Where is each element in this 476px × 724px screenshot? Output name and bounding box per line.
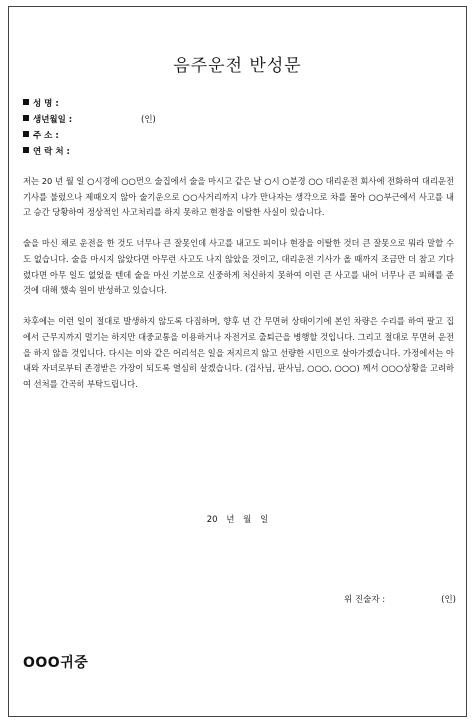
field-birthdate	[23, 112, 156, 128]
seal-mark: (인)	[441, 595, 456, 605]
square-bullet-icon	[23, 131, 29, 137]
square-bullet-icon	[23, 99, 29, 105]
field-label: 연 락 처 :	[33, 147, 70, 157]
statement-paragraph: 차후에는 이런 일이 절대로 발생하지 않도록 다짐하며, 향후 년 간 무면허 상태이기에 본인 차량은 수리를 하여 팔고 집에서 근무지까지 멀기는 하지만 대중교통을 이용하거나 자전거로 출퇴근을 병행할 것입니다. 그리고 절대로 무면허 운전을 하지 않을 것입니다. 다시는 이와 같은 어리석은 일을 저지르지 않고 선량한 시민으로 살아가겠습니다. 가정에서는 아내와 자녀로부터 존경받은 가장이 되도록 열심히 살겠습니다. (검사님, 판사님, ○○○, ○○○) 께서 ○○○상황을 고려하여 선처를 간곡히 부탁드립니다.	[23, 316, 454, 389]
statement-body	[23, 174, 454, 408]
field-label: 생년월일 :	[33, 115, 73, 125]
field-label: 주 소 :	[33, 131, 59, 141]
field-name	[23, 96, 93, 112]
square-bullet-icon	[23, 147, 29, 153]
document-title: 음주운전 반성문	[173, 56, 302, 76]
signature-line	[344, 593, 456, 605]
field-label: 성 명 :	[33, 99, 59, 109]
document-page	[8, 6, 467, 717]
seal-mark: (인)	[141, 115, 156, 125]
field-contact	[23, 144, 93, 160]
square-bullet-icon	[23, 115, 29, 121]
statement-paragraph: 술을 마신 채로 운전을 한 것도 너무나 큰 잘못인데 사고를 내고도 피이나 현장을 이탈한 것더 큰 잘못으로 뭐라 말할 수도 없습니다. 술을 마시지 않았다면 아무런 사고도 나지 않았을 것이고, 대리운전 기사가 올 때까지 조금만 더 참고 기다렸다면 아무 일도 없었을 텐데 술을 마신 기분으로 신중하게 처신하지 못하여 이런 큰 사고를 내어 너무나 큰 피해를 준 것에 대해 했속 원이 반성하고 있습니다.	[23, 238, 454, 296]
field-address	[23, 128, 93, 144]
recipient: OOO귀중	[23, 655, 89, 671]
date-line: 20 년 월 일	[206, 515, 269, 525]
signer-label: 위 진술자 :	[344, 595, 386, 605]
statement-paragraph: 저는 20 년 월 일 ○시경에 ○○먼으 술집에서 술을 마시고 같은 날 ○시 ○분경 ○○ 대리운전 회사에 전화하여 대리운전 기사를 불렀으나 제때오지 않아 술기운으로 ○○사거리까지 나가 만나자는 생각으로 차를 몰아 ○○부근에서 사고를 내고 승간 당황하여 정상적인 사고처리를 하지 못하고 현장을 이탈한 사실이 있습니다.	[23, 176, 454, 218]
personal-info-fields	[23, 96, 156, 160]
